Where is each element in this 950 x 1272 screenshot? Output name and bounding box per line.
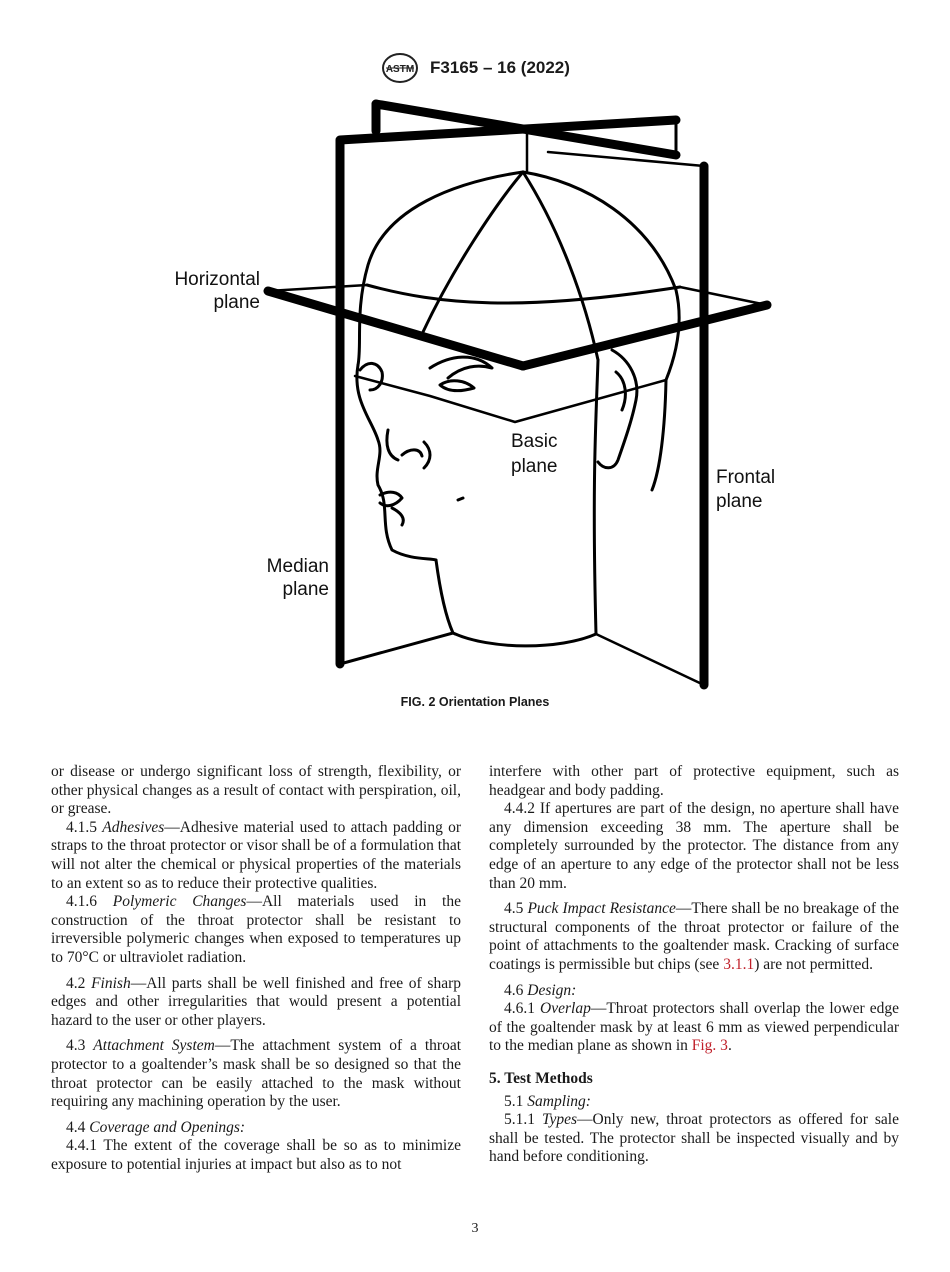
basic-plane (355, 376, 666, 422)
astm-logo (380, 52, 420, 84)
figure-reference-link[interactable]: Fig. 3 (691, 1037, 728, 1055)
cross-reference-link[interactable]: 3.1.1 (723, 955, 755, 973)
frontal-plane-label-1: Frontal (716, 467, 776, 488)
section-5-1-1: 5.1.1 Types—Only new, throat protectors as offered for sale shall be tested. The protector shall be inspected visually and by hand before conditioning. (489, 1111, 899, 1166)
section-4-3: 4.3 Attachment System—The attachment system of a throat protector to a goaltender’s mask shall be so designed so that the throat protector can be easily attached to the mask without requiring any machining operation by the user. (51, 1037, 462, 1111)
page-number: 3 (471, 1221, 479, 1236)
frontal-plane (527, 133, 704, 685)
head-drawing (357, 172, 680, 646)
section-4-4: 4.4 Coverage and Openings: (66, 1118, 246, 1136)
basic-plane-label-2: plane (511, 456, 558, 477)
section-4-5: 4.5 Puck Impact Resistance—There shall be no breakage of the structural components of the throat protector or failure of the point of attachments to the goaltender mask. Cracking of surface coatings is permissible but chips (see 3.1.1) are not permitted. (489, 900, 900, 973)
section-4-6-1: 4.6.1 Overlap—Throat protectors shall overlap the lower edge of the goaltender mask by at least 6 mm as viewed perpendicular to the median plane as shown in Fig. 3. (489, 1000, 900, 1055)
left-column (51, 763, 461, 1174)
section-4-2: 4.2 Finish—All parts shall be well finished and free of sharp edges and other irregularities that would present a potential hazard to the user or other players. (51, 974, 461, 1029)
paragraph: or disease or undergo significant loss of strength, flexibility, or other physical changes as a result of contact with perspiration, oil, or grease. (51, 763, 461, 818)
horizontal-plane-label-1: Horizontal (174, 269, 260, 290)
horizontal-plane-label-2: plane (213, 292, 260, 313)
section-4-1-6: 4.1.6 Polymeric Changes—All materials used in the construction of the throat protector shall be resistant to irreversible polymeric changes when exposed to temperatures up to 70°C or ultraviolet radiation. (51, 893, 461, 966)
figure-caption: FIG. 2 Orientation Planes (400, 695, 550, 709)
median-plane-label-2: plane (282, 579, 329, 600)
paragraph: interfere with other part of protective equipment, such as headgear and body padding. (489, 763, 899, 799)
section-4-4-1: 4.4.1 The extent of the coverage shall be so as to minimize exposure to potential injuries at impact but also as to not (51, 1137, 461, 1173)
section-4-6: 4.6 Design: (504, 981, 577, 999)
svg-text:ASTM: ASTM (385, 64, 415, 75)
section-4-4-2: 4.4.2 If apertures are part of the design, no aperture shall have any dimension exceeding 38 mm. The aperture shall be completely surrounded by the protector. The distance from any edge of an aperture to any edge of the protector shall not be less than 20 mm. (489, 800, 900, 892)
document-designation: F3165 – 16 (2022) (430, 58, 570, 77)
basic-plane-label-1: Basic (511, 431, 558, 452)
section-4-1-5: 4.1.5 Adhesives—Adhesive material used to attach padding or straps to the throat protector or visor shall be of a formulation that will not alter the chemical or physical properties of the materials to an extent so as to reduce their protective qualities. (51, 818, 462, 892)
page-header (0, 52, 950, 84)
median-plane-label-1: Median (266, 556, 329, 577)
right-column (489, 763, 899, 1167)
section-5-1: 5.1 Sampling: (504, 1092, 591, 1110)
orientation-planes-figure (0, 90, 950, 690)
frontal-plane-label-2: plane (716, 491, 763, 512)
median-plane (340, 104, 676, 664)
section-heading: 5. Test Methods (489, 1069, 593, 1087)
